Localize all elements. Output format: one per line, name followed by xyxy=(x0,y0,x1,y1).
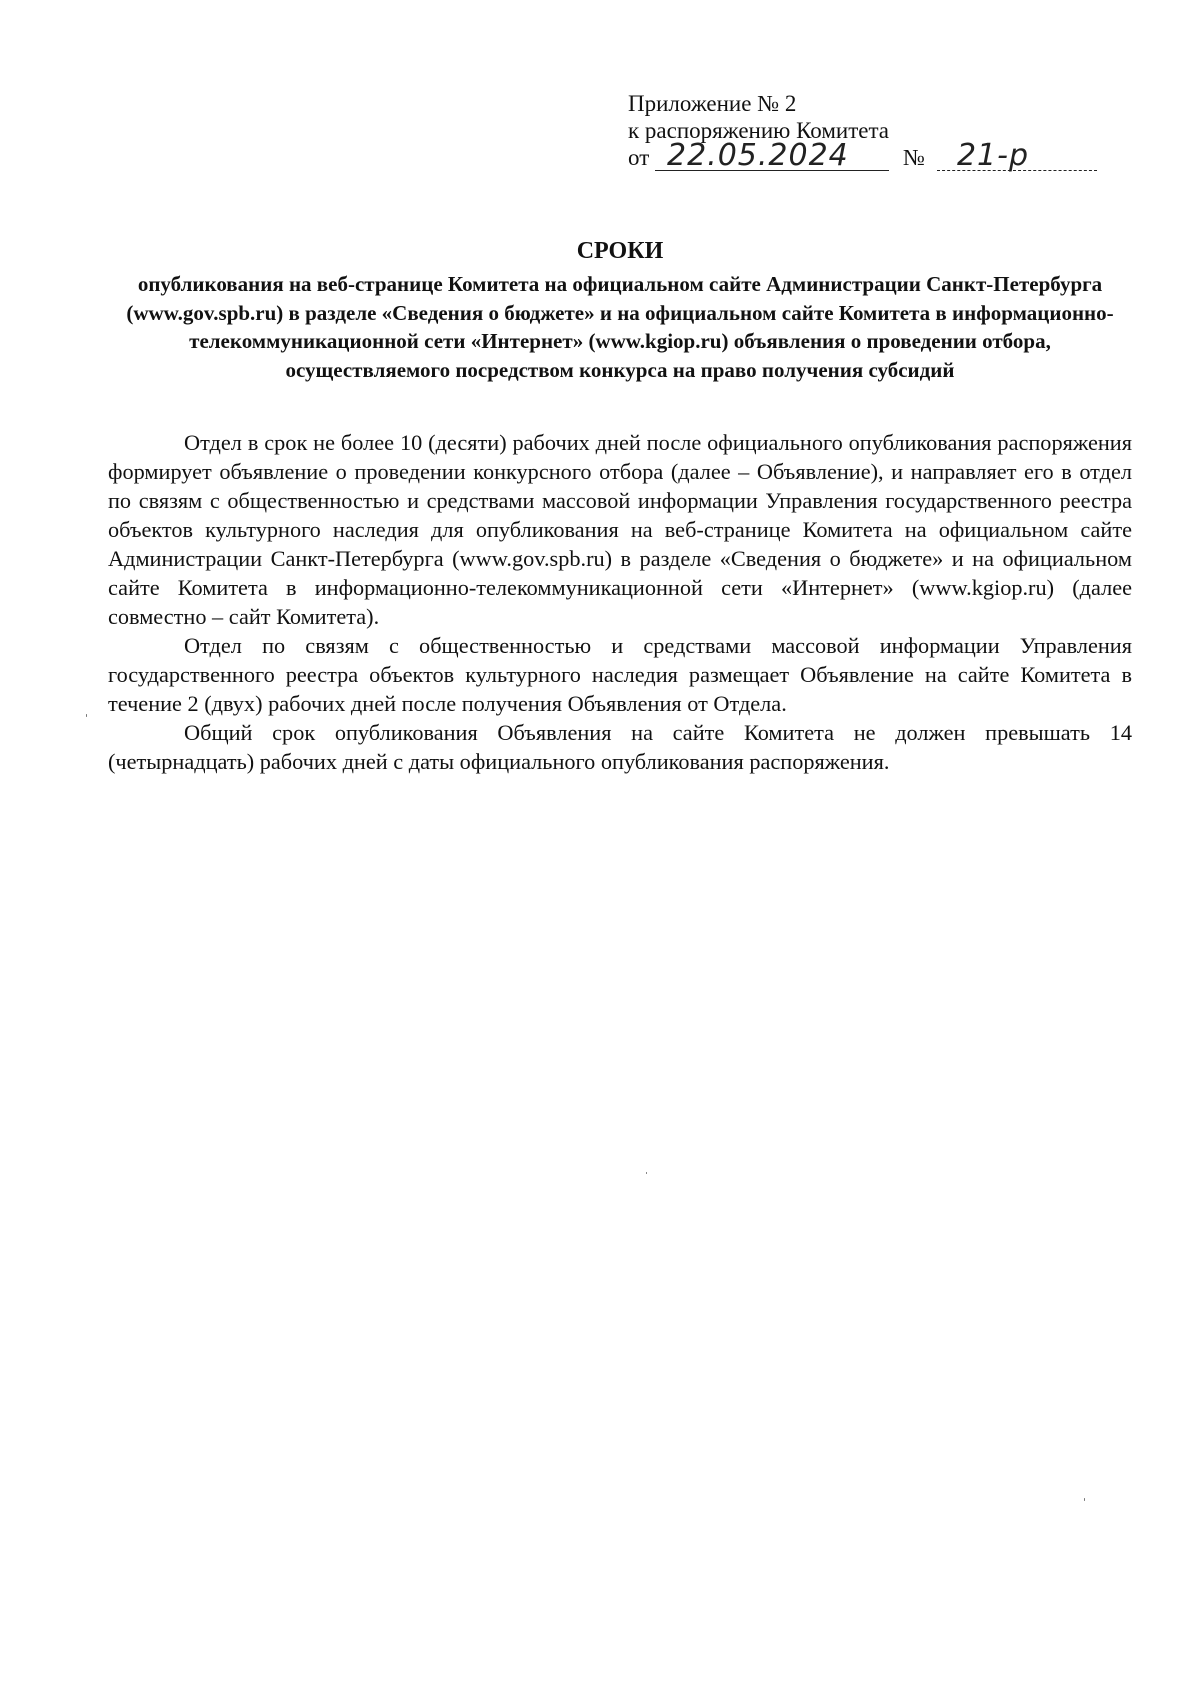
handwritten-date: 22.05.2024 xyxy=(667,138,849,173)
attachment-number: Приложение № 2 xyxy=(628,91,797,116)
paragraph-2: Отдел по связям с общественностью и средствами массовой информации Управления государственного реестра объектов культурного наследия размещает Объявление на сайте Комитета в течение 2 (двух) рабочих дней после получения Объявления от Отдела. xyxy=(108,633,1132,716)
document-body xyxy=(108,428,1132,776)
handwritten-number: 21-р xyxy=(956,138,1029,173)
document-subtitle: опубликования на веб-странице Комитета на официальном сайте Администрации Санкт-Петербурга (www.gov.spb.ru) в разделе «Сведения о бюджете» и на официальном сайте Комитета в информационно-телекоммуникационной сети «Интернет» (www.kgiop.ru) объявления о проведении отбора, осуществляемого посредством конкурса на право получения субсидий xyxy=(126,272,1114,382)
paragraph-3: Общий срок опубликования Объявления на сайте Комитета не должен превышать 14 (четырнадцать) рабочих дней с даты официального опубликования распоряжения. xyxy=(108,720,1132,774)
attachment-header xyxy=(628,90,1088,171)
date-field xyxy=(655,138,889,173)
scan-speck xyxy=(86,714,87,717)
document-title: СРОКИ xyxy=(576,238,664,264)
scan-speck xyxy=(1084,1498,1085,1501)
attachment-reference: к распоряжению Комитета xyxy=(628,118,889,143)
scan-speck xyxy=(646,1172,647,1174)
date-prefix: от xyxy=(628,145,650,170)
number-field xyxy=(937,138,1097,173)
order-date-number-line xyxy=(628,138,1088,173)
document-title-block xyxy=(108,236,1132,384)
paragraph-1: Отдел в срок не более 10 (десяти) рабочих дней после официального опубликования распоряжения формирует объявление о проведении конкурсного отбора (далее – Объявление), и направляет его в отдел по связям с общественностью и средствами массовой информации Управления государственного реестра объектов культурного наследия для опубликования на веб-странице Комитета на официальном сайте Администрации Санкт-Петербурга (www.gov.spb.ru) в разделе «Сведения о бюджете» и на официальном сайте Комитета в информационно-телекоммуникационной сети «Интернет» (www.kgiop.ru) (далее совместно – сайт Комитета). xyxy=(108,430,1132,629)
number-sign: № xyxy=(903,145,925,170)
